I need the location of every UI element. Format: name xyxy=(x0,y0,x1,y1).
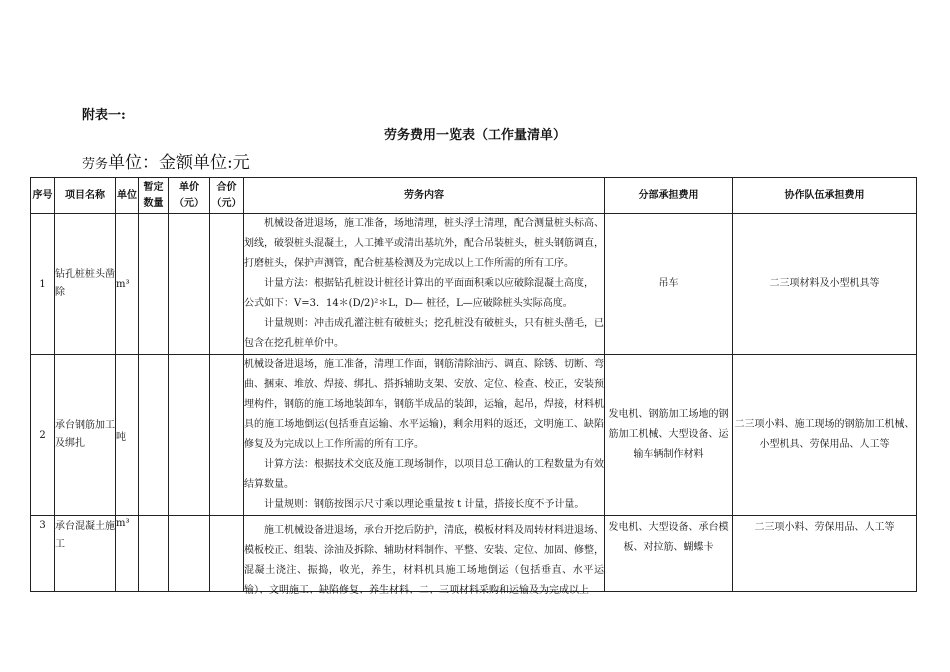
row-team-fee: 二三项材料及小型机具等 xyxy=(733,214,917,355)
row-team-fee: 二三项小料、施工现场的钢筋加工机械、小型机具、劳保用品、人工等 xyxy=(733,355,917,516)
header-team-fee: 协作队伍承担费用 xyxy=(733,178,917,214)
header-seq: 序号 xyxy=(31,178,55,214)
content-paragraph: 公式如下：V=3．14＊(D/2)²＊L，D— 桩径，L—应破除桩头实际高度。 xyxy=(244,298,573,309)
unit-line-text: 单位：金额单位:元 xyxy=(108,153,250,173)
row-unit: m³ xyxy=(116,516,139,592)
header-unit: 单位 xyxy=(116,178,139,214)
row-team-fee: 二三项小料、劳保用品、人工等 xyxy=(733,516,917,592)
row-labor-content xyxy=(244,214,605,355)
row-unit: 吨 xyxy=(116,355,139,516)
unit-line xyxy=(82,148,250,173)
content-paragraph: 施工机械设备进退场，承台开挖后防护，清底，模板材料及周转材料进退场、模板校正、组装、涂油及拆除、辅助材料制作、平整、安装、定位、加固、修整，混凝土浇注、振捣，收光，养生，材料机具施工场地倒运（包括垂直、水平运输）、文明施工、缺陷修复、养生材料、二、三项材料采购和运输及为完成以上 xyxy=(244,524,604,596)
row-item-name: 钻孔桩桩头凿除 xyxy=(55,214,116,355)
document-title: 劳务费用一览表（工作量清单） xyxy=(383,128,566,143)
header-qty: 暂定数量 xyxy=(139,178,169,214)
row-qty xyxy=(139,355,169,516)
row-total xyxy=(210,214,244,355)
content-paragraph: 计量规则：钢筋按图示尺寸乘以理论重量按 t 计量，搭接长度不予计量。 xyxy=(264,499,585,510)
row-labor-content xyxy=(244,516,605,596)
row-labor-content xyxy=(244,355,605,516)
row-seq: 2 xyxy=(31,355,55,516)
content-paragraph: 计量规则：冲击成孔灌注桩有破桩头；挖孔桩没有破桩头，只有桩头凿毛，已包含在挖孔桩单价中。 xyxy=(244,318,604,349)
table-row xyxy=(31,355,917,516)
table-row xyxy=(31,214,917,355)
row-item-name: 承台混凝土施工 xyxy=(55,516,116,592)
unit-line-prefix: 劳务 xyxy=(82,157,109,172)
row-sub-fee: 发电机、钢筋加工场地的钢筋加工机械、大型设备、运输车辆制作材料 xyxy=(605,355,733,516)
header-content: 劳务内容 xyxy=(244,178,605,214)
row-total xyxy=(210,355,244,516)
row-qty xyxy=(139,214,169,355)
content-paragraph: 计量方法：根据钻孔桩设计桩径计算出的平面面积乘以应破除混凝土高度， xyxy=(264,278,594,289)
content-paragraph: 机械设备进退场，施工准备，清理工作面，钢筋清除油污、调直、除锈、切断、弯曲、捆束、堆放、焊接、绑扎、搭拆辅助支架、安放、定位、检查、校正，安装预埋构件，钢筋的施工场地装卸车，钢筋半成品的装卸，运输，起吊，焊接，材料机具的施工场地倒运(包括垂直运输、水平运输)，剩余用料的返还，文明施工、缺陷修复及为完成以上工作所需的所有工序。 xyxy=(244,359,604,450)
header-name: 项目名称 xyxy=(55,178,116,214)
header-total: 合价（元） xyxy=(210,178,244,214)
table-header-row xyxy=(31,178,917,214)
row-total xyxy=(210,516,244,592)
row-seq: 1 xyxy=(31,214,55,355)
row-seq: 3 xyxy=(31,516,55,592)
table-row xyxy=(31,516,917,592)
header-sub-fee: 分部承担费用 xyxy=(605,178,733,214)
row-price xyxy=(169,355,210,516)
row-unit: m³ xyxy=(116,214,139,355)
header-price: 单价（元） xyxy=(169,178,210,214)
row-price xyxy=(169,516,210,592)
row-qty xyxy=(139,516,169,592)
content-paragraph: 机械设备进退场，施工准备，场地清理，桩头浮土清理，配合测量桩头标高、划线，破裂桩头混凝土，人工摊平或清出基坑外，配合吊装桩头，桩头钢筋调直，打磨桩头，保护声测管，配合桩基检测及为完成以上工作所需的所有工序。 xyxy=(244,218,604,269)
content-clip xyxy=(244,521,604,596)
row-sub-fee: 发电机、大型设备、承台模板、对拉筋、蝴蝶卡 xyxy=(605,516,733,592)
labor-cost-table xyxy=(30,177,917,596)
appendix-label: 附表一: xyxy=(82,108,126,123)
row-item-name: 承台钢筋加工及绑扎 xyxy=(55,355,116,516)
content-paragraph: 计算方法：根据技术交底及施工现场制作，以项目总工确认的工程数量为有效结算数量。 xyxy=(244,459,604,490)
row-sub-fee: 吊车 xyxy=(605,214,733,355)
row-price xyxy=(169,214,210,355)
